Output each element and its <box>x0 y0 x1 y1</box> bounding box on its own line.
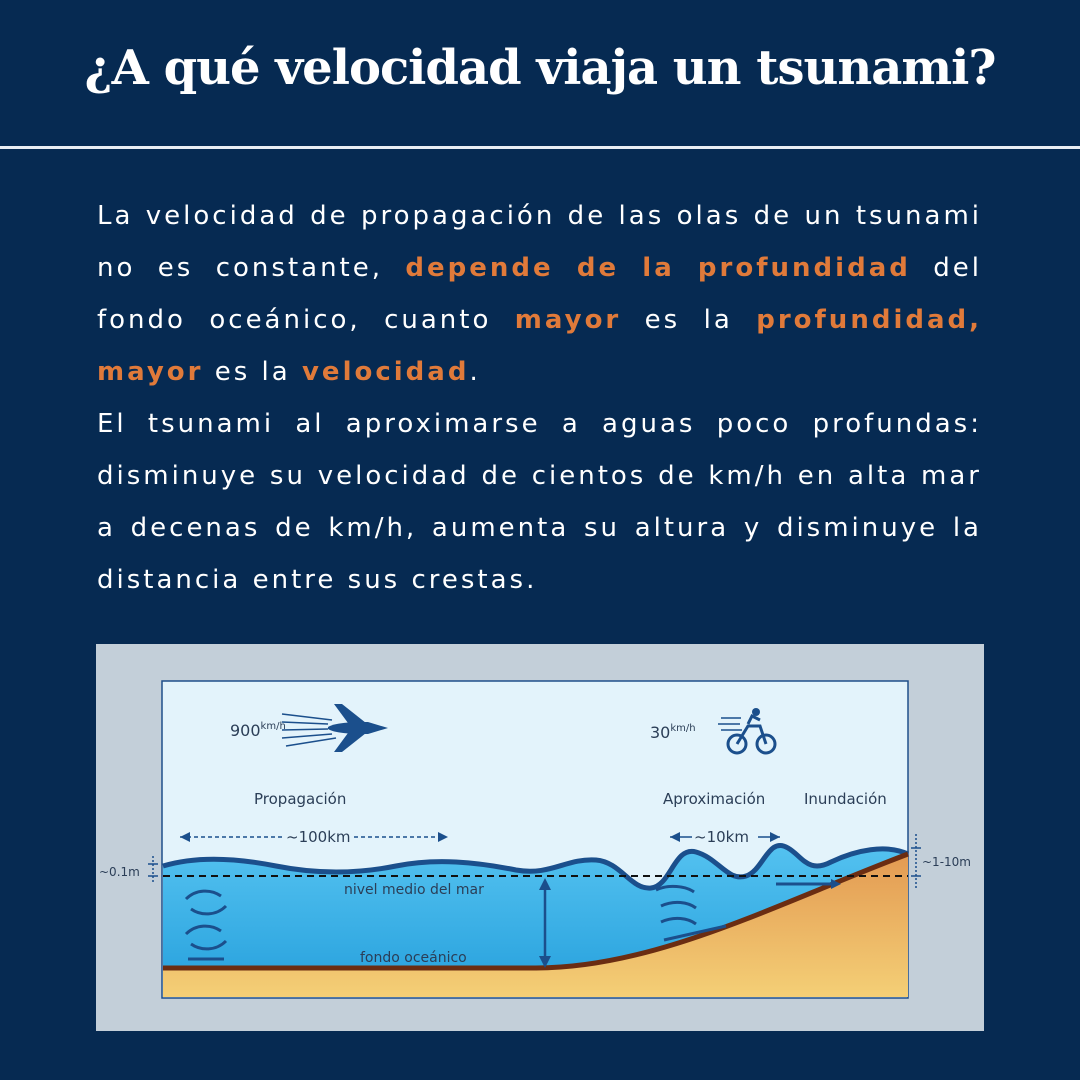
tsunami-diagram-svg <box>96 644 984 1031</box>
height-ocean-label: ~0.1m <box>99 865 140 879</box>
highlight-greater: mayor <box>514 305 622 335</box>
text-segment: es la <box>621 305 757 335</box>
sea-level-label: nivel medio del mar <box>344 882 484 898</box>
text-segment: . <box>469 357 481 387</box>
highlight-depth-greater: profundidad, mayor <box>97 305 982 387</box>
height-coast-label: ~1-10m <box>922 855 971 869</box>
seabed-label: fondo oceánico <box>360 950 467 966</box>
text-segment: La velocidad de propagación de las olas de un tsunami no es constante, <box>97 201 982 283</box>
highlight-depth: depende de la profundidad <box>405 253 911 283</box>
paragraph-shallow-water: El tsunami al aproximarse a aguas poco profundas: disminuye su velocidad de cientos de km/h en alta mar a decenas de km/h, aumenta su altura y disminuye la distancia entre sus crestas. <box>97 409 982 595</box>
label-aproximacion: Aproximación <box>663 790 766 808</box>
label-inundacion: Inundación <box>804 790 887 808</box>
speed-plane-label: $900^{km/h}$ <box>230 721 286 740</box>
title-divider <box>0 146 1080 149</box>
distance-coast-label: ~10km <box>694 828 749 846</box>
height-marker-coast <box>911 834 921 890</box>
tsunami-diagram <box>96 644 984 1031</box>
explanation-text <box>97 190 982 606</box>
distance-ocean-label: ~100km <box>286 828 351 846</box>
paragraph-speed-depth <box>97 190 982 398</box>
page-title: ¿A qué velocidad viaja un tsunami? <box>84 40 996 96</box>
speed-bike-label: $30^{km/h}$ <box>650 723 696 742</box>
label-propagacion: Propagación <box>254 790 347 808</box>
highlight-speed: velocidad <box>301 357 470 387</box>
height-marker-ocean <box>148 856 158 884</box>
text-segment: es la <box>203 357 302 387</box>
text-segment: del fondo oceánico, cuanto <box>97 253 982 335</box>
